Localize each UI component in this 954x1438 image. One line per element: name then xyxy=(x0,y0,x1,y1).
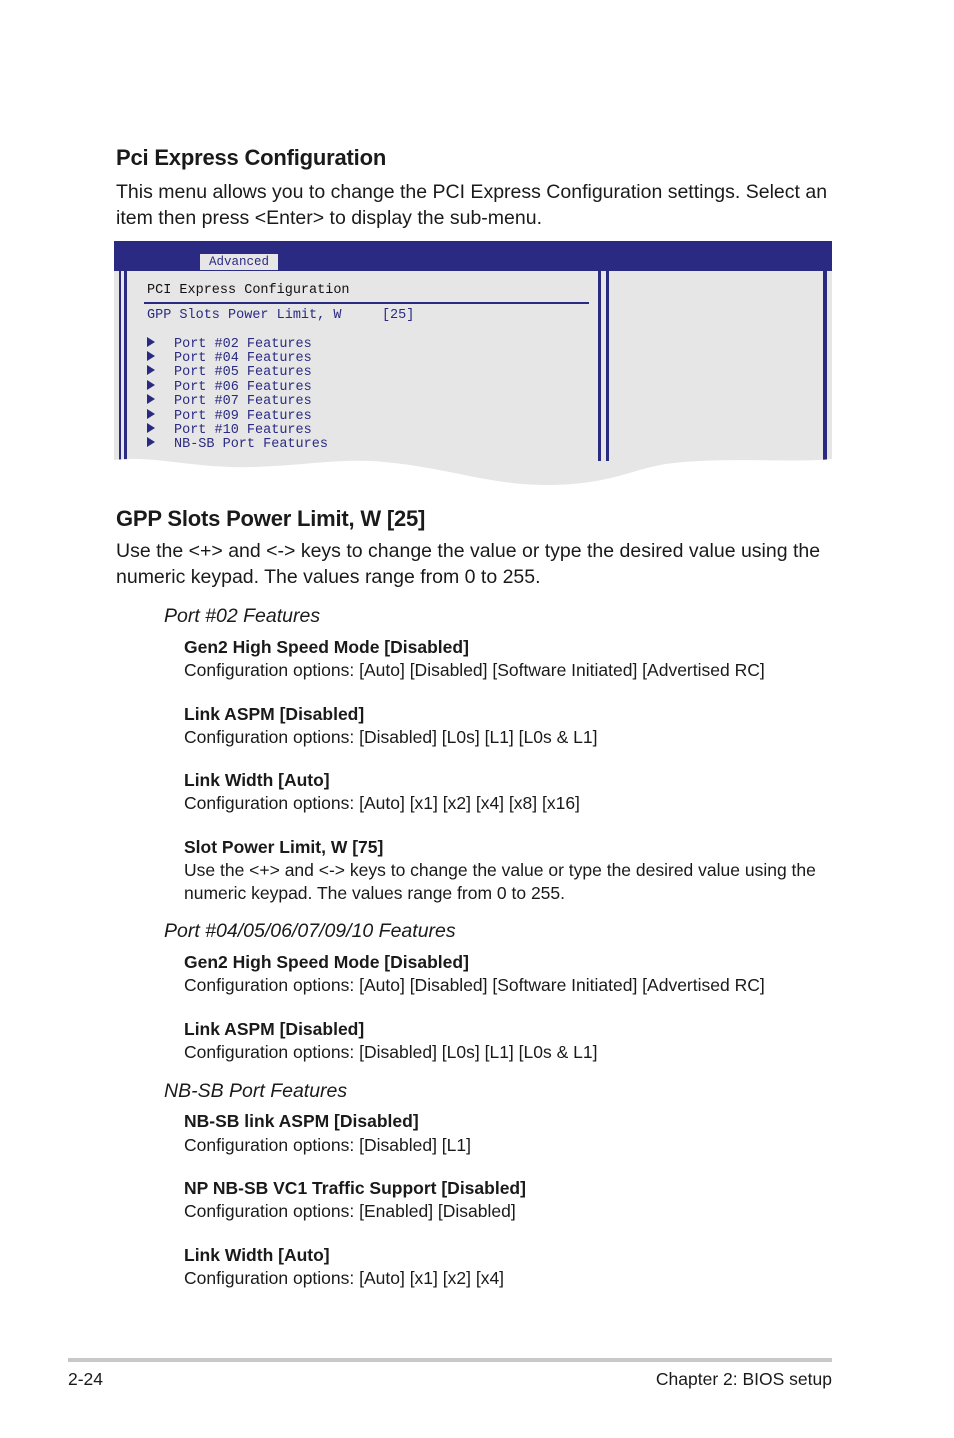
bios-submenu-port-06[interactable]: Port #06 Features xyxy=(147,380,312,395)
bios-submenu-port-07[interactable]: Port #07 Features xyxy=(147,394,312,409)
item-title: NB-SB link ASPM [Disabled] xyxy=(184,1111,419,1131)
torn-edge-decoration xyxy=(114,241,832,487)
item-text: Configuration options: [Auto] [x1] [x2] [x4] xyxy=(184,1268,505,1288)
section-intro-text: This menu allows you to change the PCI Express Configuration settings. Select an item then press <Enter> to display the sub-menu. xyxy=(116,181,828,229)
bios-submenu-port-10[interactable]: Port #10 Features xyxy=(147,423,312,438)
section-title-pci-express: Pci Express Configuration xyxy=(116,145,387,170)
item-title: NP NB-SB VC1 Traffic Support [Disabled] xyxy=(184,1178,526,1198)
bios-submenu-port-09[interactable]: Port #09 Features xyxy=(147,409,312,424)
item-title: Gen2 High Speed Mode [Disabled] xyxy=(184,952,469,972)
item-title: Link ASPM [Disabled] xyxy=(184,1019,365,1039)
item-text: Configuration options: [Disabled] [L1] xyxy=(184,1135,471,1155)
section-gpp-text: Use the <+> and <-> keys to change the value or type the desired value using the numeric keypad. The values range from 0 to 255. xyxy=(116,540,821,588)
bios-item-label: GPP Slots Power Limit, W xyxy=(147,308,342,323)
bios-page-heading: PCI Express Configuration xyxy=(147,283,350,298)
item-text: Configuration options: [Disabled] [L0s] [L1] [L0s & L1] xyxy=(184,1042,598,1062)
footer-divider xyxy=(68,1358,832,1362)
bios-submenu-port-05[interactable]: Port #05 Features xyxy=(147,365,312,380)
section-title-gpp-slots: GPP Slots Power Limit, W [25] xyxy=(116,506,426,531)
subsection-nb-sb: NB-SB Port Features xyxy=(164,1080,348,1102)
item-text: Use the <+> and <-> keys to change the value or type the desired value using the numeric keypad. The values range from 0 to 255. xyxy=(184,860,816,903)
item-text: Configuration options: [Enabled] [Disabled] xyxy=(184,1201,516,1221)
item-text: Configuration options: [Auto] [Disabled] [Software Initiated] [Advertised RC] xyxy=(184,660,765,680)
subsection-port-02: Port #02 Features xyxy=(164,605,321,627)
item-title: Link Width [Auto] xyxy=(184,770,330,790)
bios-submenu-nb-sb-port[interactable]: NB-SB Port Features xyxy=(147,437,328,452)
bios-submenu-port-02[interactable]: Port #02 Features xyxy=(147,337,312,352)
subsection-port-04-10: Port #04/05/06/07/09/10 Features xyxy=(164,920,456,942)
item-title: Slot Power Limit, W [75] xyxy=(184,837,384,857)
bios-screen xyxy=(114,241,832,487)
item-text: Configuration options: [Auto] [x1] [x2] [x4] [x8] [x16] xyxy=(184,793,580,813)
item-title: Link Width [Auto] xyxy=(184,1245,330,1265)
item-title: Link ASPM [Disabled] xyxy=(184,704,365,724)
bios-submenu-port-04[interactable]: Port #04 Features xyxy=(147,351,312,366)
item-title: Gen2 High Speed Mode [Disabled] xyxy=(184,637,469,657)
page-number: 2-24 xyxy=(68,1369,104,1389)
chapter-title: Chapter 2: BIOS setup xyxy=(655,1369,832,1389)
item-text: Configuration options: [Auto] [Disabled] [Software Initiated] [Advertised RC] xyxy=(184,975,765,995)
tab-advanced[interactable]: Advanced xyxy=(200,254,278,270)
item-text: Configuration options: [Disabled] [L0s] [L1] [L0s & L1] xyxy=(184,727,598,747)
bios-item-value: [25] xyxy=(381,308,415,323)
